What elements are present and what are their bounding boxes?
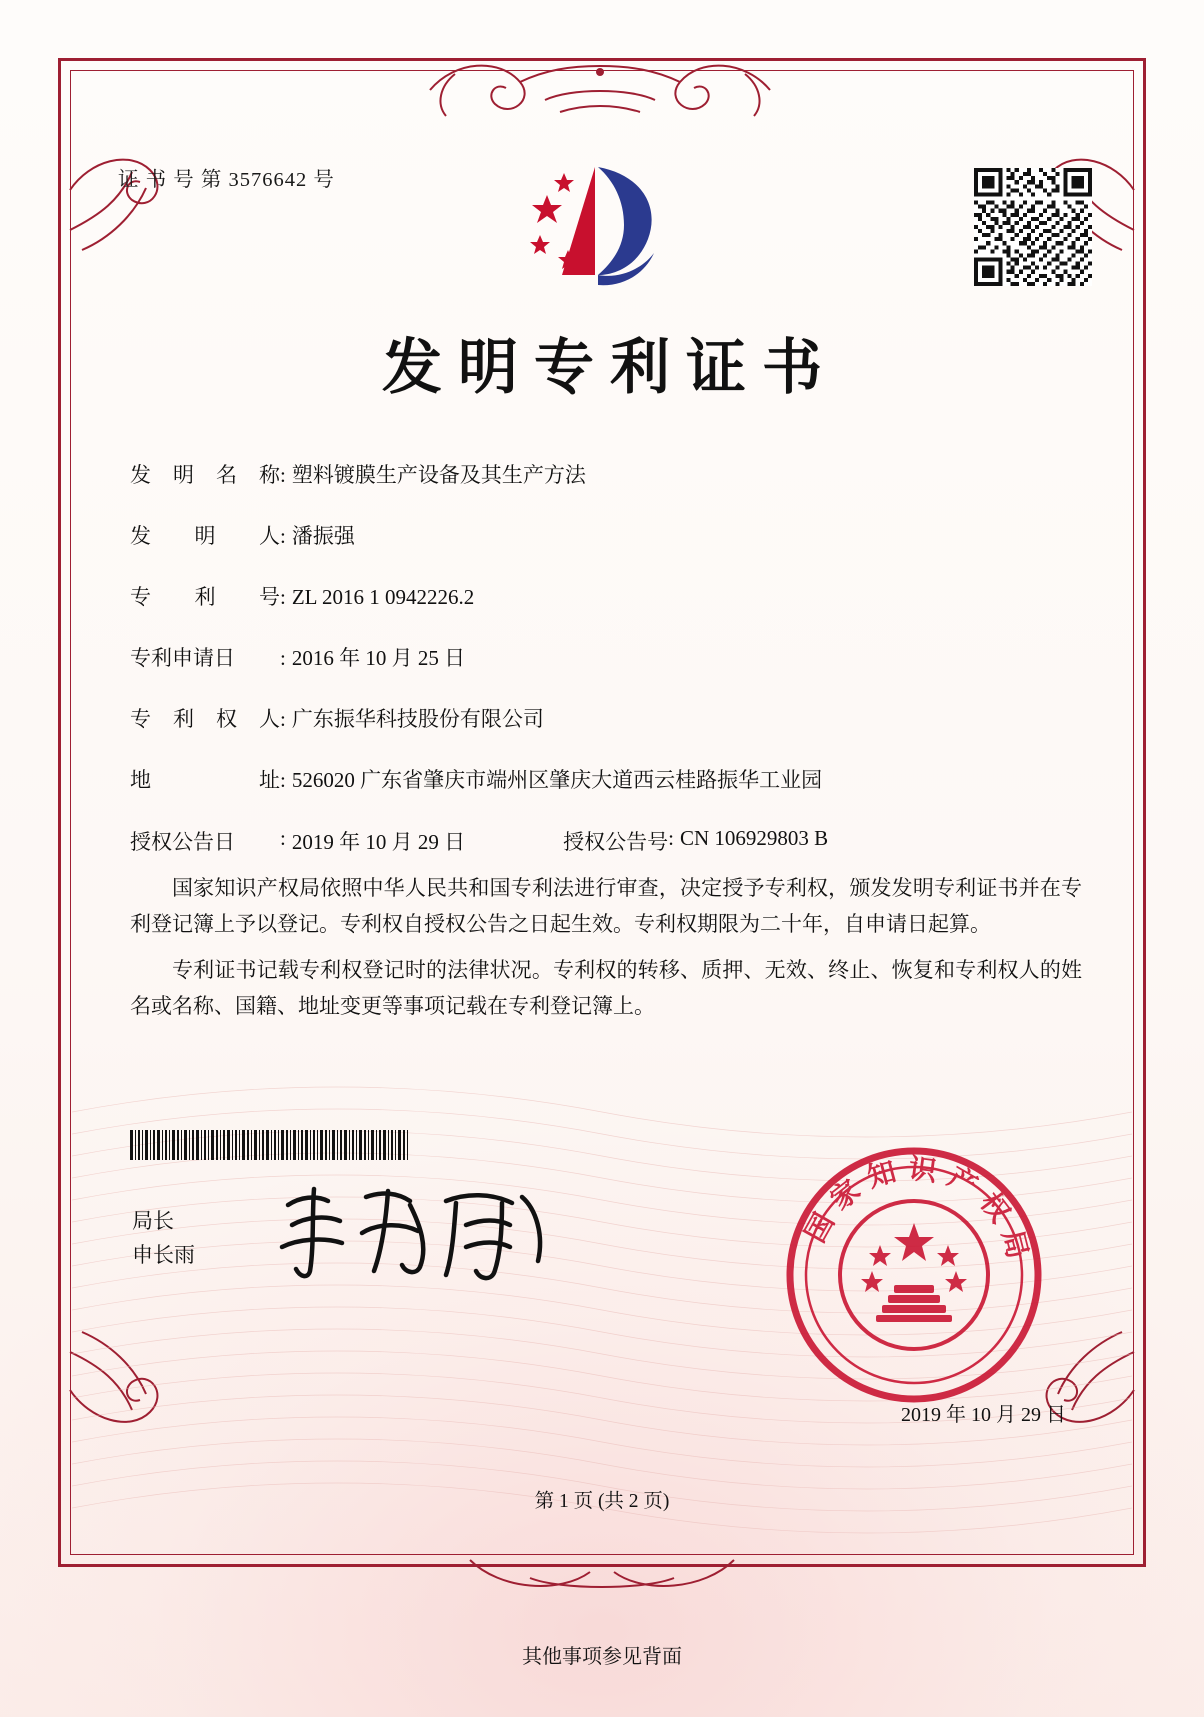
field-value: 526020 广东省肇庆市端州区肇庆大道西云桂路振华工业园 — [291, 767, 823, 792]
field-address — [130, 765, 1084, 795]
field-patentee — [130, 704, 1084, 734]
legal-text — [130, 870, 1082, 1034]
field-value: 潘振强 — [291, 523, 355, 548]
certificate-content — [70, 70, 1134, 1555]
barcode-icon — [130, 1130, 430, 1160]
official-seal — [784, 1145, 1044, 1405]
svg-text:国家知识产权局: 国家知识产权局 — [798, 1151, 1037, 1272]
commissioner-role: 局长 — [132, 1209, 174, 1233]
field-colon: : — [280, 706, 286, 731]
field-colon: : — [280, 584, 286, 609]
field-label: 发 明 名 称 — [130, 463, 280, 487]
legal-paragraph-1: 国家知识产权局依照中华人民共和国专利法进行审查，决定授予专利权，颁发发明专利证书并在专利登记簿上予以登记。专利权自授权公告之日起生效。专利权期限为二十年，自申请日起算。 — [130, 876, 1082, 937]
announcement-number-value: CN 106929803 B — [679, 825, 829, 850]
field-value: 广东振华科技股份有限公司 — [291, 706, 544, 731]
field-list — [130, 460, 1084, 882]
field-colon: : — [280, 767, 286, 792]
handwritten-signature — [270, 1175, 560, 1285]
field-colon: : — [668, 825, 674, 850]
field-label: 专利申请日 — [130, 645, 235, 670]
field-colon: : — [280, 825, 286, 850]
field-inventor — [130, 521, 1084, 551]
page-title: 发明专利证书 — [382, 333, 838, 403]
field-patent-number — [130, 582, 1084, 612]
back-page-note: 其他事项参见背面 — [522, 1646, 682, 1668]
page-indicator: 第 1 页 (共 2 页) — [534, 1491, 670, 1512]
field-invention-name — [130, 460, 1084, 490]
field-application-date — [130, 643, 1084, 673]
certificate-number: 证 书 号 第 3576642 号 — [118, 169, 335, 191]
field-value: ZL 2016 1 0942226.2 — [291, 584, 475, 609]
field-value: 塑料镀膜生产设备及其生产方法 — [291, 463, 586, 487]
legal-paragraph-2: 专利证书记载专利权登记时的法律状况。专利权的转移、质押、无效、终止、恢复和专利权人的姓名或名称、国籍、地址变更等事项记载在专利登记簿上。 — [130, 958, 1082, 1019]
field-colon: : — [280, 523, 286, 548]
cnipa-logo-icon — [502, 155, 702, 295]
field-label: 专 利 号 — [130, 584, 280, 609]
seal-date: 2019 年 10 月 29 日 — [901, 1404, 1066, 1426]
commissioner-name: 申长雨 — [132, 1242, 195, 1267]
field-label: 专 利 权 人 — [130, 706, 280, 731]
announcement-number-label: 授权公告号 — [563, 829, 669, 854]
announcement-number-group — [563, 826, 828, 856]
field-label: 发 明 人 — [130, 523, 280, 548]
qr-code-icon — [974, 168, 1092, 286]
announcement-date-label: 授权公告日 — [130, 829, 235, 854]
field-announcement — [130, 826, 1084, 856]
signature-block — [132, 1205, 195, 1272]
field-label: 地 址 — [130, 767, 280, 792]
announcement-date-value: 2019 年 10 月 29 日 — [291, 829, 466, 854]
field-value: 2016 年 10 月 25 日 — [291, 645, 466, 670]
field-colon: : — [280, 463, 286, 487]
field-colon: : — [280, 645, 286, 670]
